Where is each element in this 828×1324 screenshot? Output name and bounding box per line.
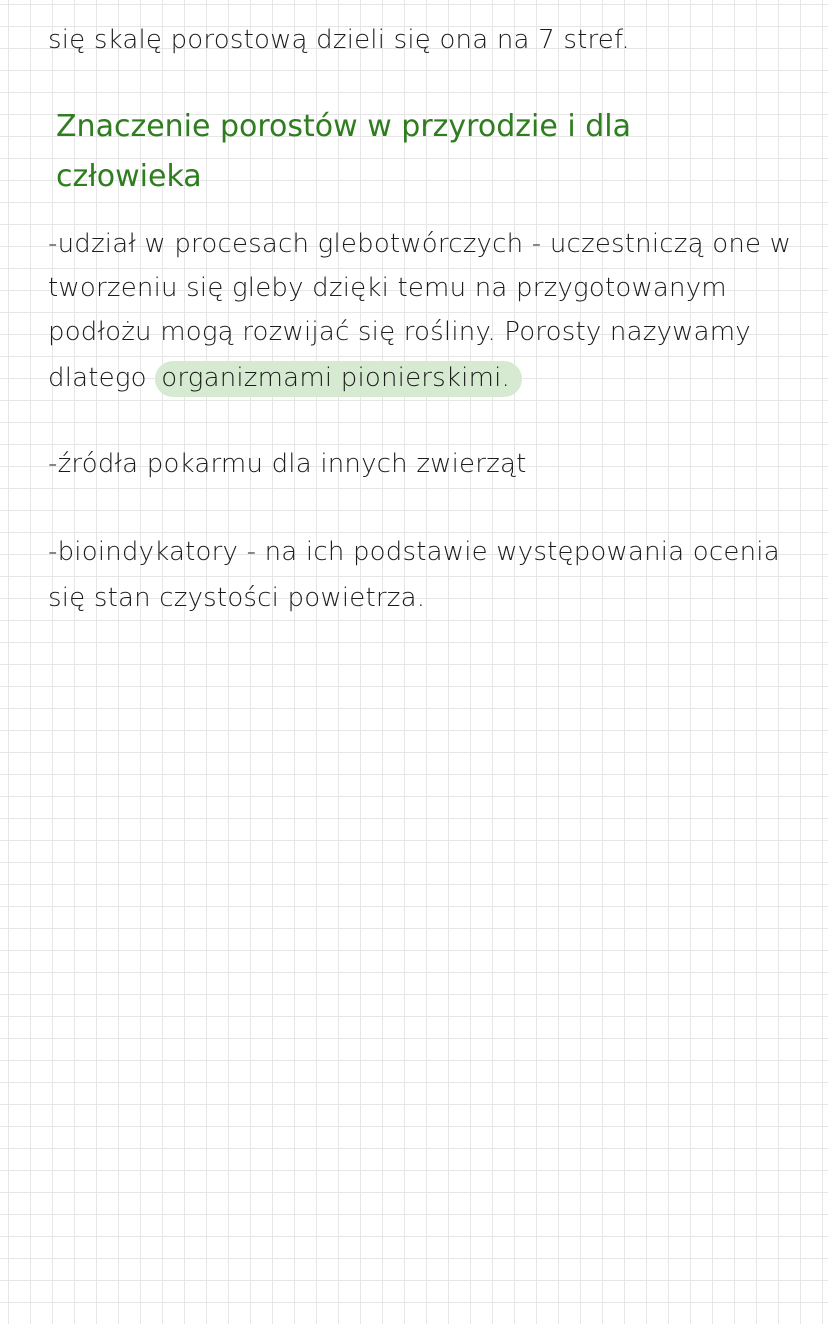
- point-1-line-4: [48, 356, 522, 400]
- section-heading-line-2: człowieka: [56, 159, 202, 194]
- intro-line: się skalę porostową dzieli się ona na 7 stref.: [48, 25, 630, 55]
- point-1-line-1: -udział w procesach glebotwórczych - uczestniczą one w: [48, 229, 792, 259]
- section-heading-line-1: Znaczenie porostów w przyrodzie i dla: [56, 109, 631, 144]
- point-1-line-2: tworzeniu się gleby dzięki temu na przygotowanym: [48, 273, 727, 303]
- point-2-line-1: -źródła pokarmu dla innych zwierząt: [48, 449, 527, 479]
- point-1-line-4-prefix: dlatego: [48, 363, 147, 393]
- point-1-line-3: podłożu mogą rozwijać się rośliny. Porosty nazywamy: [48, 317, 751, 347]
- point-3-line-2: się stan czystości powietrza.: [48, 583, 426, 613]
- point-3-line-1: -bioindykatory - na ich podstawie występowania ocenia: [48, 537, 780, 567]
- highlighted-term: organizmami pionierskimi.: [155, 361, 522, 397]
